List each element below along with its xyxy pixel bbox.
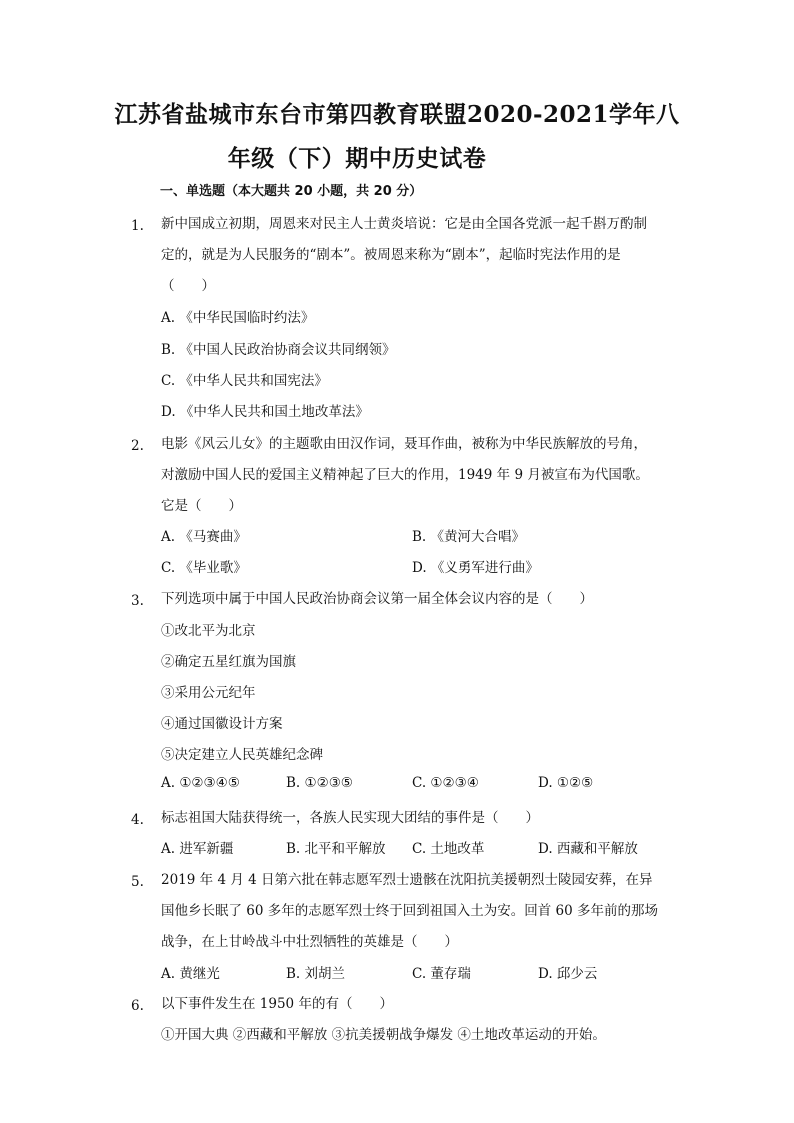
option-d: D. 西藏和平解放 xyxy=(538,841,638,857)
option-d: D. 《义勇军进行曲》 xyxy=(412,560,539,576)
option-c: C. 《中华人民共和国宪法》 xyxy=(161,373,328,389)
question-text: 对激励中国人民的爱国主义精神起了巨大的作用，1949 年 9 月被宣布为代国歌。 xyxy=(161,467,649,483)
question-number: 6. xyxy=(131,998,144,1014)
option-b: B. ①②③⑤ xyxy=(286,775,353,791)
question-number: 2. xyxy=(131,438,144,454)
option-a: A. ①②③④⑤ xyxy=(161,775,240,791)
question-text: 标志祖国大陆获得统一，各族人民实现大团结的事件是（ ） xyxy=(161,810,539,826)
question-text: 2019 年 4 月 4 日第六批在韩志愿军烈士遗骸在沈阳抗美援朝烈士陵园安葬，在异 xyxy=(161,872,653,888)
exam-title-line1: 江苏省盐城市东台市第四教育联盟2020-2021学年八 xyxy=(114,101,680,128)
question-text: ⑤决定建立人民英雄纪念碑 xyxy=(161,747,323,763)
question-text: ②确定五星红旗为国旗 xyxy=(161,654,296,670)
question-text: 国他乡长眠了 60 多年的志愿军烈士终于回到祖国入土为安。回首 60 多年前的那场 xyxy=(161,903,659,919)
question-number: 4. xyxy=(131,812,144,828)
option-a: A. 黄继光 xyxy=(161,966,220,982)
option-b: B. 《黄河大合唱》 xyxy=(412,529,526,545)
option-a: A. 《中华民国临时约法》 xyxy=(161,310,315,326)
exam-title-line2: 年级（下）期中历史试卷 xyxy=(227,145,487,172)
option-d: D. 《中华人民共和国土地改革法》 xyxy=(161,404,369,420)
question-number: 5. xyxy=(131,874,144,890)
question-text: 以下事件发生在 1950 年的有（ ） xyxy=(161,996,393,1012)
option-a: A. 进军新疆 xyxy=(161,841,234,857)
question-text: （ ） xyxy=(161,278,215,294)
question-text: 电影《风云儿女》的主题歌由田汉作词，聂耳作曲，被称为中华民族解放的号角， xyxy=(161,436,647,452)
option-c: C. ①②③④ xyxy=(412,775,479,791)
question-text: 新中国成立初期，周恩来对民主人士黄炎培说：它是由全国各党派一起千斟万酌制 xyxy=(161,216,647,232)
option-c: C. 《毕业歌》 xyxy=(161,560,247,576)
question-text: ①开国大典 ②西藏和平解放 ③抗美援朝战争爆发 ④土地改革运动的开始。 xyxy=(161,1027,606,1043)
option-c: C. 董存瑞 xyxy=(412,966,471,982)
question-text: ③采用公元纪年 xyxy=(161,685,256,701)
option-d: D. ①②⑤ xyxy=(538,775,594,791)
option-b: B. 《中国人民政治协商会议共同纲领》 xyxy=(161,342,396,358)
question-text: 它是（ ） xyxy=(161,498,242,514)
option-d: D. 邱少云 xyxy=(538,966,598,982)
question-number: 3. xyxy=(131,593,144,609)
option-a: A. 《马赛曲》 xyxy=(161,529,247,545)
question-text: 定的，就是为人民服务的“剧本”。被周恩来称为“剧本”，起临时宪法作用的是 xyxy=(161,247,621,263)
section-heading: 一、单选题（本大题共 20 小题，共 20 分） xyxy=(160,184,423,199)
question-text: ①改北平为北京 xyxy=(161,623,256,639)
option-b: B. 刘胡兰 xyxy=(286,966,346,982)
question-number: 1. xyxy=(131,218,144,234)
question-text: 下列选项中属于中国人民政治协商会议第一届全体会议内容的是（ ） xyxy=(161,591,593,607)
question-text: 战争，在上甘岭战斗中壮烈牺牲的英雄是（ ） xyxy=(161,934,458,950)
option-c: C. 土地改革 xyxy=(412,841,485,857)
option-b: B. 北平和平解放 xyxy=(286,841,386,857)
question-text: ④通过国徽设计方案 xyxy=(161,716,283,732)
